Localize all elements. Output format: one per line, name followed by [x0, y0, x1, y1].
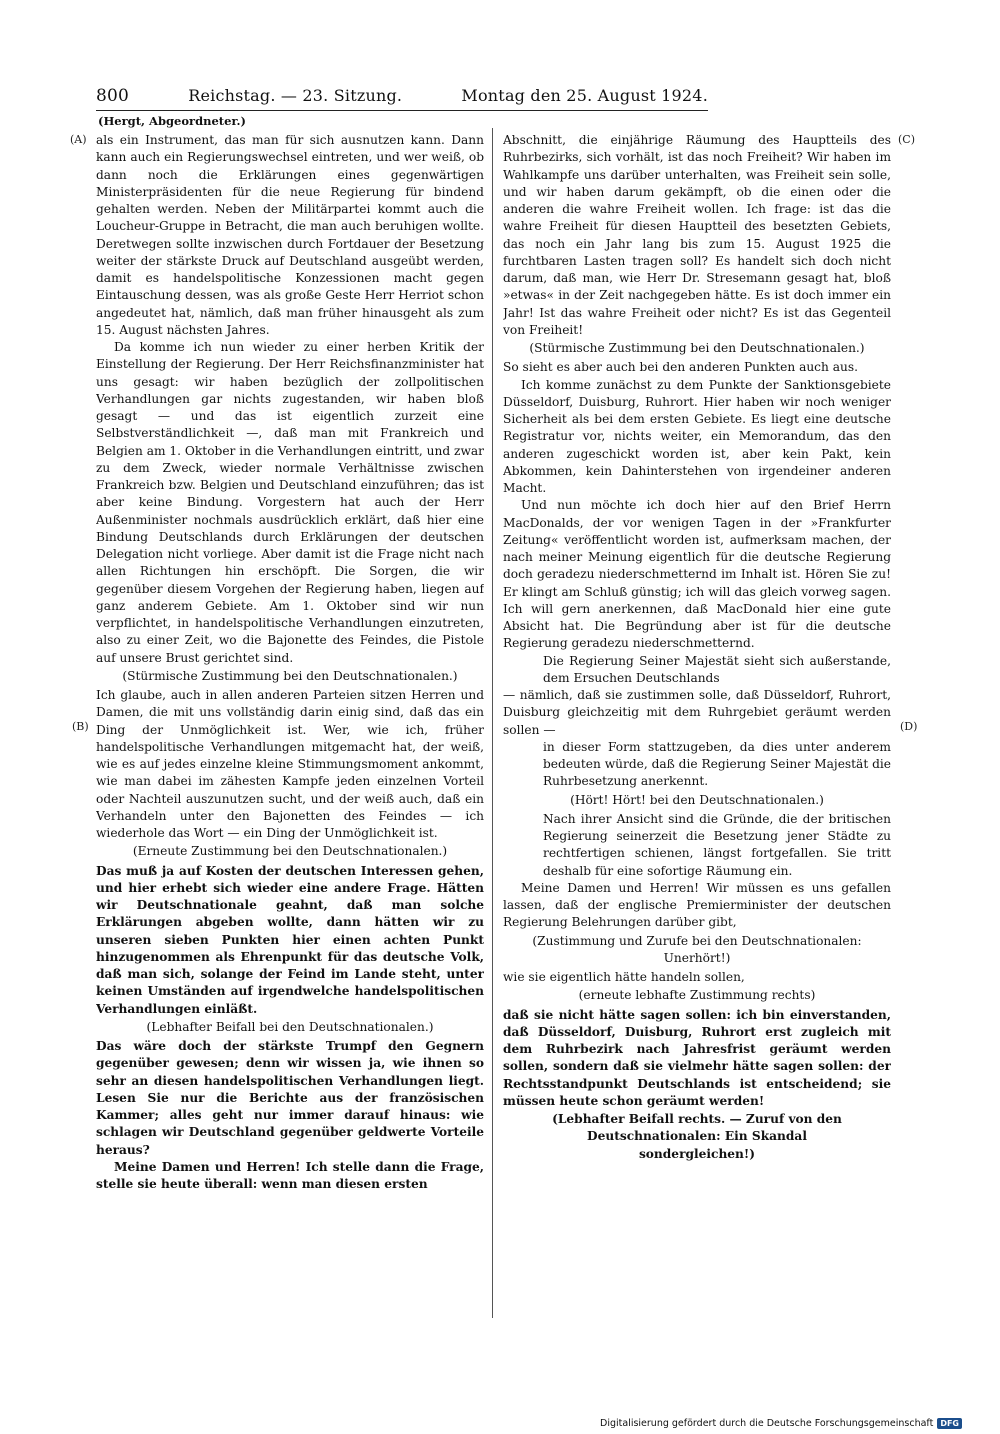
paragraph: Meine Damen und Herren! Wir müssen es uns gefallen lassen, daß der englische Premierminister der deutschen Regierung Belehrungen darüber gibt, [503, 880, 891, 930]
dfg-logo: DFG [937, 1418, 962, 1429]
page-footer [600, 1418, 962, 1429]
paragraph: Meine Damen und Herren! Ich stelle dann die Frage, stelle sie heute überall: wenn man diesen ersten [96, 1159, 484, 1191]
paragraph: Und nun möchte ich doch hier auf den Brief Herrn MacDonalds, der vor wenigen Tagen in der »Frankfurter Zeitung« veröffentlicht worden ist, aufmerksam machen, der nach meiner Meinung eigentlich für die deutsche Regierung doch geradezu niederschmetternd im Inhalt ist. Hören Sie zu! Er klingt am Schluß günstig; ich will das gleich vorweg sagen. Ich will gern anerkennen, daß MacDonald hier eine gute Absicht hat. Die Begründung aber ist für die deutsche Regierung geradezu niederschmetternd. [503, 498, 891, 651]
page-header [96, 86, 708, 110]
header-rule [96, 110, 708, 111]
paragraph: — nämlich, daß sie zustimmen solle, daß Düsseldorf, Ruhrort, Duisburg gleichzeitig mit dem Ruhrgebiet geräumt werden sollen — [503, 688, 891, 737]
paragraph: Das muß ja auf Kosten der deutschen Interessen gehen, und hier erhebt sich wieder eine andere Frage. Hätten wir Deutschnationale geahnt, daß man solche Erklärungen abgeben wollte, dann hätten wir zu unseren sieben Punkten hier einen achten Punkt hinzugenommen als Ehrenpunkt für das deutsche Volk, daß man sich, solange der Feind im Lande steht, unter keinen Umständen auf irgendwelche handelspolitischen Verhandlungen einläßt. [96, 863, 484, 1016]
interjection: (Hört! Hört! bei den Deutschnationalen.) [570, 792, 824, 807]
margin-letter-d: (D) [900, 720, 918, 733]
margin-letter-b: (B) [72, 720, 89, 733]
margin-letter-a: (A) [70, 133, 87, 146]
footer-credit: Digitalisierung gefördert durch die Deutsche Forschungsgemeinschaft [600, 1418, 934, 1429]
page-number: 800 [96, 86, 130, 106]
right-column [503, 132, 891, 1322]
paragraph: daß sie nicht hätte sagen sollen: ich bin einverstanden, daß Düsseldorf, Duisburg, Ruhrort erst zugleich mit dem Ruhrbezirk nach Jahresfrist geräumt werden sollen, sondern daß sie vielmehr hätte sagen sollen: der Rechtsstandpunkt Deutschlands ist entscheidend; sie müssen heute schon geräumt werden! [503, 1007, 891, 1108]
speaker-label: (Hergt, Abgeordneter.) [98, 114, 246, 128]
interjection: (Lebhafter Beifall bei den Deutschnationalen.) [146, 1019, 434, 1034]
paragraph: wie sie eigentlich hätte handeln sollen, [503, 970, 745, 984]
interjection: (erneute lebhafte Zustimmung rechts) [578, 988, 816, 1003]
paragraph: Ich glaube, auch in allen anderen Parteien sitzen Herren und Damen, die mit uns vollständig darin einig sind, daß das ein Ding der Unmöglichkeit ist. Wer, wie ich, früher handelspolitische Verhandlungen mitgemacht hat, der weiß, wie es auf jedes einzelne kleine Stimmungsmoment ankommt, wie man dabei im zähesten Kampfe jeden einzelnen Vorteil oder Nachteil auszunutzen sucht, und der weiß auch, daß ein Verhandeln unter den Bajonetten des Feindes — ich wiederhole das Wort — ein Ding der Unmöglichkeit ist. [96, 688, 484, 840]
column-divider [492, 128, 493, 1318]
left-column [96, 132, 484, 1322]
interjection: (Zustimmung und Zurufe bei den Deutschnationalen: Unerhört!) [532, 933, 862, 965]
paragraph: Da komme ich nun wieder zu einer herben Kritik der Einstellung der Regierung. Der Herr Reichsfinanzminister hat uns gesagt: wir haben bezüglich der zollpolitischen Verhandlungen gar nichts zugestanden, wir haben bloß gesagt — und das ist eigentlich zurzeit eine Selbstverständlichkeit —, daß man mit Frankreich und Belgien am 1. Oktober in die Verhandlungen eintritt, und zwar zu dem Zweck, wieder normale Verhältnisse zwischen Frankreich bzw. Belgien und Deutschland einzuführen; das ist aber keine Bindung. Vorgestern hat auch der Herr Außenminister nochmals ausdrücklich erklärt, daß hier eine Bindung Deutschlands durch Erklärungen der deutschen Delegation nicht vorliege. Aber damit ist die Frage nicht nach allen Richtungen hin erschöpft. Die Sorgen, die wir gegenüber diesem Vorgehen der Regierung haben, liegen auf ganz anderem Gebiete. Am 1. Oktober sind wir nun verpflichtet, in handelspolitische Verhandlungen einzutreten, also zu einer Zeit, wo die Bajonette des Feindes, die Pistole auf unsere Brust gerichtet sind. [96, 340, 484, 665]
margin-letter-c: (C) [898, 133, 915, 146]
quoted-passage: Nach ihrer Ansicht sind die Gründe, die der britischen Regierung seinerzeit die Besetzung jener Städte zu rechtfertigen schienen, längst fortgefallen. Sie tritt deshalb für eine sofortige Räumung ein. [543, 811, 891, 878]
paragraph: Abschnitt, die einjährige Räumung des Hauptteils des Ruhrbezirks, sich vorhält, ist das noch Freiheit? Wir haben im Wahlkampfe uns darüber unterhalten, was Freiheit sein solle, und wir haben darum gekämpft, ob die einen oder die anderen die wahre Freiheit wollen. Ich frage: ist das die wahre Freiheit für diesen Hauptteil des besetzten Gebiets, das noch ein Jahr lang bis zum 15. August 1925 die furchtbaren Lasten tragen soll? Es handelt sich doch nicht darum, daß man, wie Herr Dr. Stresemann gesagt hat, bloß »etwas« in der Zeit nachgegeben hätte. Es ist doch immer ein Jahr! Ist das wahre Freiheit oder nicht? Es ist das Gegenteil von Freiheit! [503, 133, 891, 337]
publication-title: Reichstag. — 23. Sitzung. [188, 86, 403, 105]
interjection: (Stürmische Zustimmung bei den Deutschnationalen.) [122, 668, 458, 683]
interjection: (Stürmische Zustimmung bei den Deutschnationalen.) [529, 341, 865, 355]
interjection: (Erneute Zustimmung bei den Deutschnationalen.) [132, 844, 448, 859]
session-date: Montag den 25. August 1924. [461, 86, 708, 105]
paragraph: Ich komme zunächst zu dem Punkte der Sanktionsgebiete Düsseldorf, Duisburg, Ruhrort. Hier haben wir noch weniger Sicherheit als bei dem ersten Gebiete. Es liegt eine deutsche Registratur vor, nichts weiter, ein Memorandum, das den anderen zugeschickt worden ist, aber kein Pakt, kein Abkommen, kein Dahinterstehen von irgendeiner anderen Macht. [503, 377, 891, 495]
quoted-passage: Die Regierung Seiner Majestät sieht sich außerstande, dem Ersuchen Deutschlands [543, 653, 891, 685]
quoted-passage: in dieser Form stattzugeben, da dies unter anderem bedeuten würde, daß die Regierung Seiner Majestät die Ruhrbesetzung anerkennt. [543, 739, 891, 789]
interjection: (Lebhafter Beifall rechts. — Zuruf von den Deutschnationalen: Ein Skandal sondergleichen!) [552, 1112, 842, 1161]
paragraph: Das wäre doch der stärkste Trumpf den Gegnern gegenüber gewesen; denn wir wissen ja, wie ihnen so sehr an diesen handelspolitischen Verhandlungen liegt. Lesen Sie nur die Berichte aus der französischen Kammer; alles geht nur immer darauf hinaus: wie schlagen wir Deutschland gegenüber geldwerte Vorteile heraus? [96, 1039, 484, 1157]
paragraph: So sieht es aber auch bei den anderen Punkten auch aus. [503, 360, 858, 375]
paragraph: als ein Instrument, das man für sich ausnutzen kann. Dann kann auch ein Regierungswechsel eintreten, und wer weiß, ob dann noch die Erklärungen eines gegenwärtigen Ministerpräsidenten für die neue Regierung für bindend gehalten werden. Neben der Militärpartei kommt auch die Loucheur-Gruppe in Betracht, die man auch beruhigen wollte. Deretwegen sollte inzwischen durch Fortdauer der Besetzung weiter der stärkste Druck auf Deutschland ausgeübt werden, damit es handelspolitische Konzessionen macht gegen Eintauschung dessen, was als große Geste Herr Herriot schon angedeutet hat, nämlich, daß man früher hinausgeht als zum 15. August nächsten Jahres. [96, 133, 484, 337]
